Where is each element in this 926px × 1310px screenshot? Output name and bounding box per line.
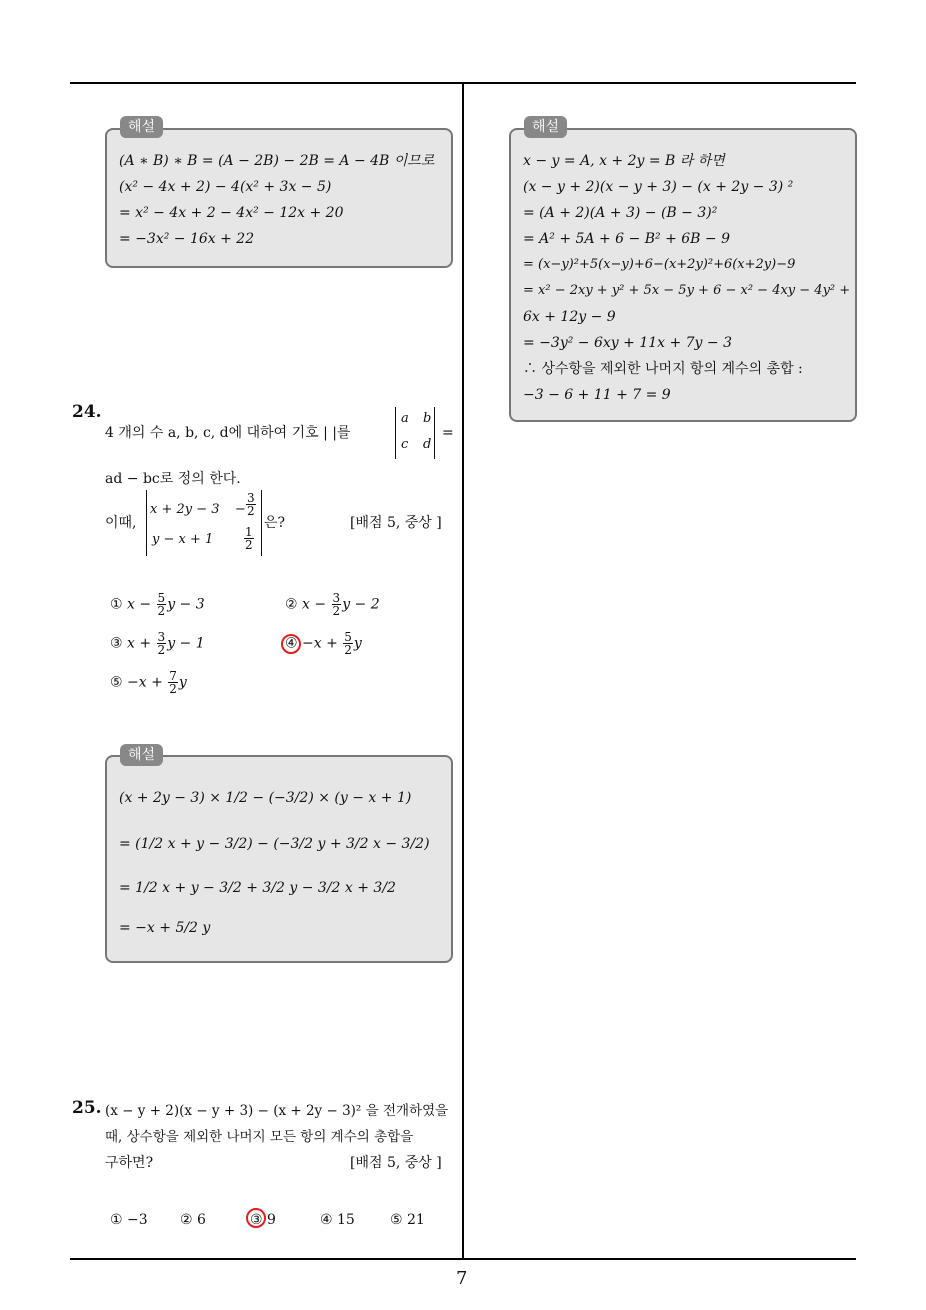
sol25-line-7: 6x + 12y − 9 [523, 309, 616, 325]
det-d: d [423, 437, 432, 452]
sol25-line-1: x − y = A, x + 2y = B 라 하면 [523, 153, 725, 169]
answer-mark-circle-24 [281, 634, 301, 654]
option-post: y [353, 635, 362, 652]
q24-equals: = [442, 425, 454, 441]
q25-line-2: 때, 상수항을 제외한 나머지 모든 항의 계수의 총합을 [105, 1129, 414, 1145]
frac-den: 2 [157, 643, 166, 657]
q25-option-4[interactable]: ④ 15 [320, 1212, 355, 1228]
q24-small-determinant [395, 407, 435, 459]
det-r2c2-frac [244, 526, 254, 551]
sol25-line-3: = (A + 2)(A + 3) − (B − 3)² [523, 205, 718, 221]
option-frac [168, 670, 178, 695]
det-b: b [423, 411, 432, 426]
det-r2c2-den: 2 [245, 538, 253, 552]
q24-option-1[interactable] [110, 592, 205, 617]
solution-label-24: 해설 [120, 744, 163, 766]
frac-num: 7 [169, 669, 177, 683]
q24-option-2[interactable] [285, 592, 380, 617]
det-r2c2-num: 1 [245, 525, 253, 539]
q24-line-1: 4 개의 수 a, b, c, d에 대하여 기호 | |를 [105, 425, 351, 441]
frac-den: 2 [157, 604, 166, 618]
option-mark: ② [285, 596, 298, 613]
question-number-25: 25. [72, 1098, 102, 1118]
sol24-line-3: = 1/2 x + y − 3/2 + 3/2 y − 3/2 x + 3/2 [119, 880, 396, 896]
solution-box-24 [105, 755, 453, 963]
q24-big-determinant [146, 490, 262, 556]
det-r1c2-den: 2 [247, 504, 255, 518]
sol24-line-2: = (1/2 x + y − 3/2) − (−3/2 y + 3/2 x − 3/2) [119, 836, 430, 852]
sol25-line-9: ∴ 상수항을 제외한 나머지 항의 계수의 총합 : [523, 361, 803, 377]
det-r2c1: y − x + 1 [152, 532, 214, 547]
frac-num: 5 [344, 630, 352, 644]
option-pre: −x + [127, 674, 163, 691]
option-mark: ⑤ [110, 674, 123, 691]
q25-option-3[interactable]: ③ 9 [250, 1212, 276, 1228]
sol25-line-6: = x² − 2xy + y² + 5x − 5y + 6 − x² − 4xy − 4y² + [523, 283, 851, 298]
option-frac [332, 592, 342, 617]
option-pre: x + [127, 635, 152, 652]
det-r1c1: x + 2y − 3 [150, 502, 220, 517]
option-frac [343, 631, 353, 656]
sol24-line-1: (x + 2y − 3) × 1/2 − (−3/2) × (y − x + 1) [119, 790, 412, 806]
solution-label-23: 해설 [120, 116, 163, 138]
q25-line-1: (x − y + 2)(x − y + 3) − (x + 2y − 3)² 을 전개하였을 [105, 1103, 449, 1119]
option-mark: ④ [285, 635, 298, 652]
option-pre: x − [127, 596, 152, 613]
det-r1c2-sign: − [235, 502, 246, 517]
sol23-line-3: = x² − 4x + 2 − 4x² − 12x + 20 [119, 205, 344, 221]
frac-den: 2 [169, 682, 177, 696]
q24-option-5[interactable] [110, 670, 187, 695]
solution-label-25: 해설 [524, 116, 567, 138]
sol25-line-5: = (x−y)²+5(x−y)+6−(x+2y)²+6(x+2y)−9 [523, 257, 796, 272]
q24-score: [배점 5, 중상 ] [350, 515, 442, 531]
sol25-line-10: −3 − 6 + 11 + 7 = 9 [523, 387, 671, 403]
question-number-24: 24. [72, 402, 102, 422]
option-post: y − 2 [342, 596, 380, 613]
frac-num: 3 [157, 630, 166, 644]
answer-mark-circle-25 [246, 1208, 266, 1228]
det-a: a [401, 411, 409, 426]
option-frac [157, 631, 167, 656]
option-mark: ① [110, 596, 123, 613]
frac-den: 2 [344, 643, 352, 657]
page-number: 7 [456, 1268, 468, 1289]
option-post: y − 1 [167, 635, 205, 652]
sol23-line-2: (x² − 4x + 2) − 4(x² + 3x − 5) [119, 179, 332, 195]
column-divider [462, 82, 464, 1260]
det-r1c2-num: 3 [247, 491, 255, 505]
q24-line-2: ad − bc로 정의 한다. [105, 471, 241, 487]
frac-den: 2 [332, 604, 341, 618]
frac-num: 3 [332, 591, 341, 605]
sol25-line-4: = A² + 5A + 6 − B² + 6B − 9 [523, 231, 730, 247]
sol23-line-4: = −3x² − 16x + 22 [119, 231, 255, 247]
option-frac [157, 592, 167, 617]
option-post: y [178, 674, 187, 691]
sol23-line-1: (A ∗ B) ∗ B = (A − 2B) − 2B = A − 4B 이므로 [119, 153, 435, 169]
q25-score: [배점 5, 중상 ] [350, 1155, 442, 1171]
q25-option-2[interactable]: ② 6 [180, 1212, 206, 1228]
q24-line-3-prefix: 이때, [105, 515, 137, 531]
option-pre: −x + [302, 635, 338, 652]
option-pre: x − [302, 596, 327, 613]
det-r1c2-frac [246, 492, 256, 517]
det-c: c [401, 437, 409, 452]
sol24-line-4: = −x + 5/2 y [119, 920, 211, 936]
option-post: y − 3 [167, 596, 205, 613]
sol25-line-8: = −3y² − 6xy + 11x + 7y − 3 [523, 335, 733, 351]
option-mark: ③ [110, 635, 123, 652]
q25-line-3: 구하면? [105, 1155, 154, 1171]
q24-option-3[interactable] [110, 631, 205, 656]
q25-option-5[interactable]: ⑤ 21 [390, 1212, 425, 1228]
q24-line-3-suffix: 은? [264, 515, 286, 531]
solution-box-25 [509, 128, 857, 422]
q25-option-1[interactable]: ① −3 [110, 1212, 148, 1228]
sol25-line-2: (x − y + 2)(x − y + 3) − (x + 2y − 3) ² [523, 179, 794, 195]
frac-num: 5 [157, 591, 166, 605]
solution-box-23 [105, 128, 453, 268]
